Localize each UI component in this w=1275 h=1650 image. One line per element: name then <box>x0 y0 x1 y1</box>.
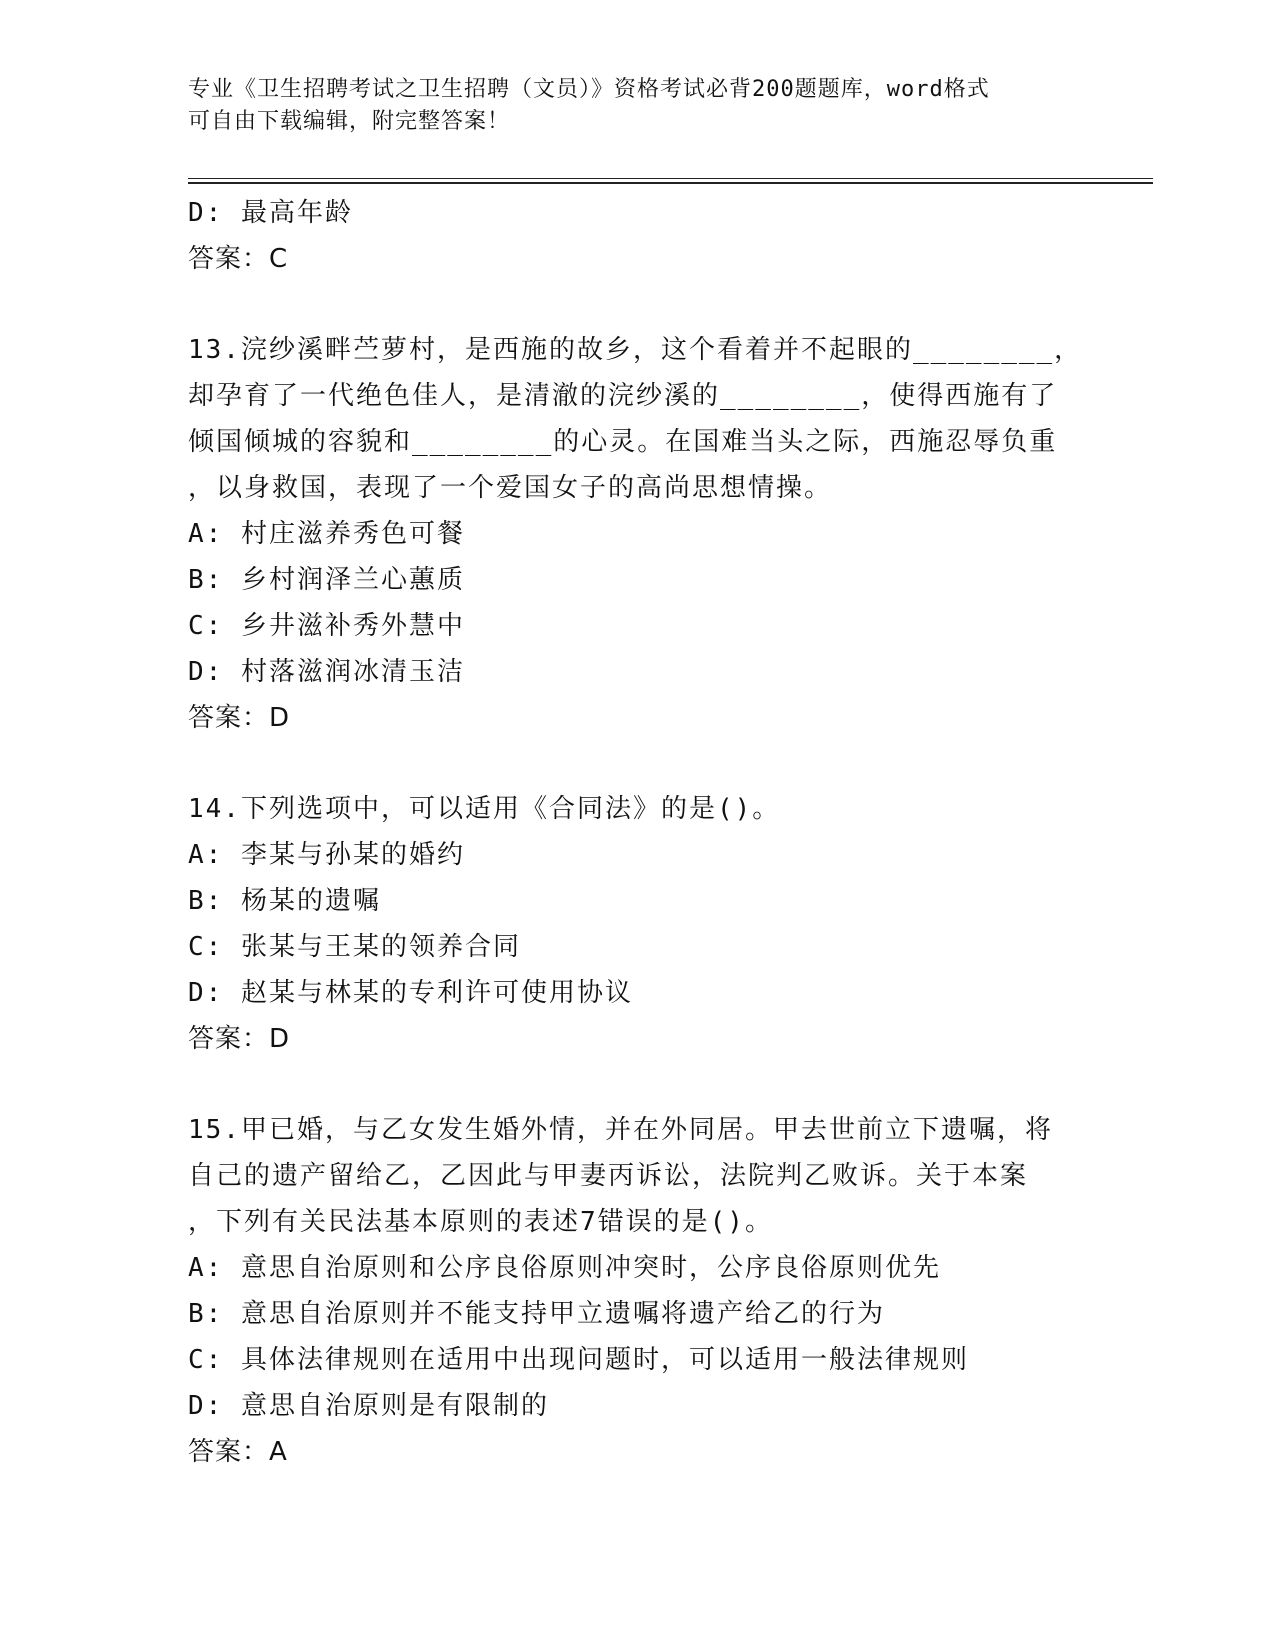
question-stem-line: 15.甲已婚，与乙女发生婚外情，并在外同居。甲去世前立下遗嘱，将 <box>188 1115 1053 1145</box>
option-d: D: 意思自治原则是有限制的 <box>188 1391 549 1421</box>
answer-line: 答案：A <box>188 1437 288 1467</box>
option-c: C: 张某与王某的领养合同 <box>188 932 521 962</box>
question-stem-line: 14.下列选项中，可以适用《合同法》的是()。 <box>188 794 781 824</box>
option-a: A: 村庄滋养秀色可餐 <box>188 519 465 549</box>
question-content <box>188 190 1088 1475</box>
spacer <box>188 1062 1088 1107</box>
header-divider-thin <box>188 178 1153 179</box>
question-stem-line: 却孕育了一代绝色佳人，是清澈的浣纱溪的________，使得西施有了 <box>188 381 1058 411</box>
question-stem-line: ，下列有关民法基本原则的表述7错误的是()。 <box>188 1207 773 1237</box>
document-header <box>188 74 1088 138</box>
spacer <box>188 741 1088 786</box>
question-stem-line: 自己的遗产留给乙，乙因此与甲妻丙诉讼，法院判乙败诉。关于本案 <box>188 1161 1029 1191</box>
question-15 <box>188 1107 1088 1475</box>
previous-question-tail <box>188 190 1088 282</box>
spacer <box>188 282 1088 327</box>
option-b: B: 乡村润泽兰心蕙质 <box>188 565 465 595</box>
option-b: B: 杨某的遗嘱 <box>188 886 381 916</box>
answer-line: 答案：D <box>188 703 291 733</box>
question-stem-line: ，以身救国，表现了一个爱国女子的高尚思想情操。 <box>188 473 833 503</box>
header-line-1: 专业《卫生招聘考试之卫生招聘（文员）》资格考试必背200题题库，word格式 <box>188 77 990 102</box>
option-d: D: 最高年龄 <box>188 198 353 228</box>
answer-line: 答案：D <box>188 1024 291 1054</box>
question-stem-line: 倾国倾城的容貌和________的心灵。在国难当头之际，西施忍辱负重 <box>188 427 1058 457</box>
option-b: B: 意思自治原则并不能支持甲立遗嘱将遗产给乙的行为 <box>188 1299 885 1329</box>
header-divider-thick <box>188 182 1153 184</box>
question-stem-line: 13.浣纱溪畔苎萝村，是西施的故乡，这个看着并不起眼的________， <box>188 335 1083 365</box>
header-line-2: 可自由下载编辑，附完整答案！ <box>188 109 511 134</box>
option-d: D: 村落滋润冰清玉洁 <box>188 657 465 687</box>
option-d: D: 赵某与林某的专利许可使用协议 <box>188 978 633 1008</box>
option-a: A: 意思自治原则和公序良俗原则冲突时，公序良俗原则优先 <box>188 1253 941 1283</box>
option-c: C: 具体法律规则在适用中出现问题时，可以适用一般法律规则 <box>188 1345 969 1375</box>
option-c: C: 乡井滋补秀外慧中 <box>188 611 465 641</box>
question-14 <box>188 786 1088 1062</box>
option-a: A: 李某与孙某的婚约 <box>188 840 465 870</box>
question-13 <box>188 327 1088 741</box>
answer-line: 答案：C <box>188 244 289 274</box>
